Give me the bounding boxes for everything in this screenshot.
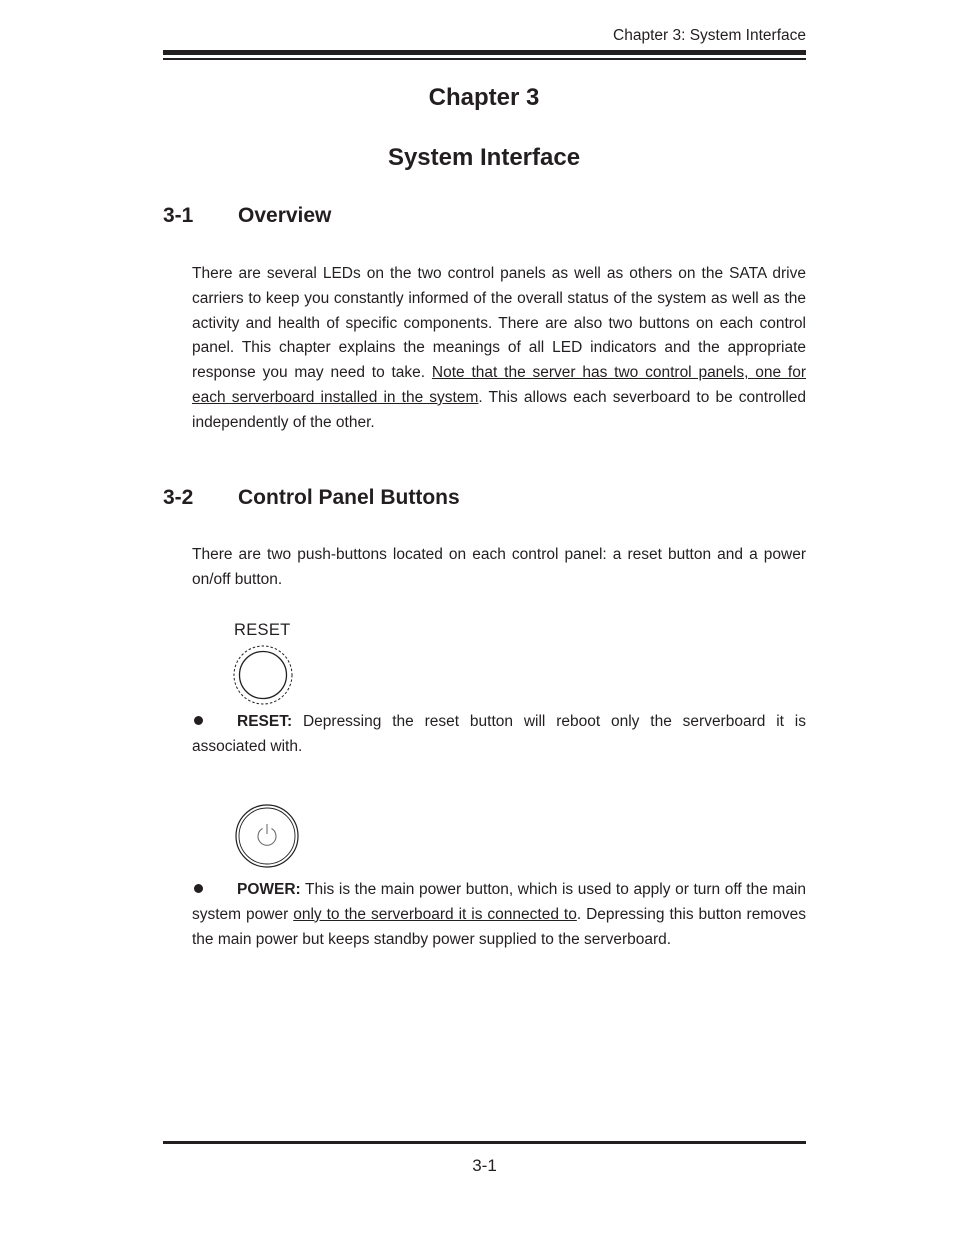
- chapter-subtitle: System Interface: [387, 144, 581, 171]
- power-note-underlined: only to the serverboard it is connected to: [293, 905, 577, 923]
- section-heading-overview: [163, 204, 331, 228]
- chapter-title: Chapter 3: [428, 84, 540, 111]
- power-description-end: . Depressing this button removes the main power but keeps standby power supplied to the serverboard.: [192, 905, 806, 948]
- header-rule-thick: [163, 50, 806, 55]
- reset-description: Depressing the reset button will reboot only the serverboard it is associated with.: [192, 713, 806, 755]
- section-number: 3-1: [163, 204, 194, 227]
- section-title: Control Panel Buttons: [238, 486, 460, 509]
- section-title: Overview: [238, 204, 332, 227]
- overview-text: There are several LEDs on the two control panels as well as others on the SATA drive carriers to keep you constantly informed of the overall status of the system as well as the activity and health of specific components. There are also two buttons on each control panel. This chapter explains the meanings of all LED indicators and the appropriate response you may need to take.: [192, 265, 806, 382]
- overview-paragraph: [192, 262, 806, 436]
- buttons-intro-paragraph: There are two push-buttons located on each control panel: a reset button and a power on/off button.: [192, 546, 806, 588]
- reset-image-label: RESET: [234, 621, 291, 639]
- overview-note-underlined: Note that the server has two control panels, one for each serverboard installed in the system: [192, 364, 806, 406]
- power-term: POWER:: [237, 881, 301, 898]
- reset-button-icon: [232, 645, 296, 707]
- bullet-dot-icon: [194, 884, 203, 893]
- bullet-dot-icon: [194, 716, 203, 725]
- page-number: 3-1: [472, 1156, 497, 1175]
- power-button-icon: [234, 803, 300, 869]
- header-rule-thin: [163, 58, 806, 60]
- reset-term: RESET:: [237, 713, 293, 730]
- bullet-marker: [192, 710, 237, 735]
- section-number: 3-2: [163, 486, 194, 509]
- overview-text-end: . This allows each severboard to be controlled independently of the other.: [192, 388, 806, 431]
- power-description: This is the main power button, which is used to apply or turn off the main system power: [192, 881, 806, 923]
- bullet-marker: [192, 878, 237, 903]
- running-head: Chapter 3: System Interface: [613, 27, 806, 44]
- power-bullet-paragraph: [192, 878, 806, 952]
- section-heading-buttons: [163, 486, 460, 510]
- footer-rule: [163, 1141, 806, 1144]
- reset-bullet-paragraph: [192, 710, 806, 760]
